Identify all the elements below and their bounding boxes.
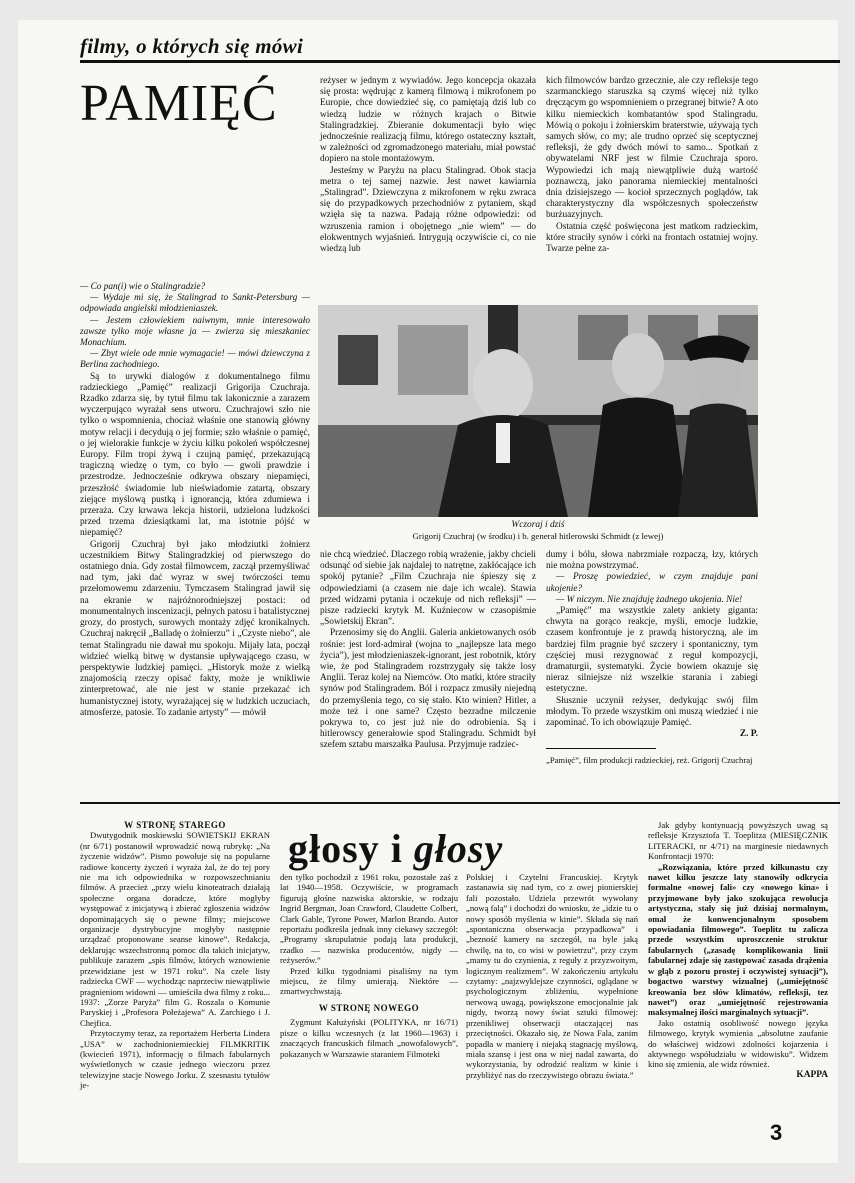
page-number: 3 [770, 1120, 783, 1145]
paragraph: „Rozwiązania, które przed kilkunastu czy nawet kilku jeszcze laty stanowiły odkrycia formalne «nowej fali» czy «nowego kina» i przyjmowane były jako szokująca rewolucja artystyczna, stały się już dzisiaj normalnym, omal że konwencjonalnym sposobem opowiadania filmowego”. Toeplitz tu zalicza przede wszystkim uproszczenie struktur fabularnych („zasadę komplikowania linii fabularnej zdaje się zastępować zasada drążenia w głąb z pozoru prostej i oczywistej sytuacji”), bogactwo warstwy wizualnej („umiejętność kreowania bez słów klimatów, refleksji, tez nawet”) oraz „umiejętność rejestrowania maksymalnej ilości marginalnych sytuacji”. [648, 861, 828, 1018]
paragraph: — Wydaje mi się, że Stalingrad to Sankt-Petersburg — odpowiada angielski młodzieniaszek. [80, 293, 310, 315]
paragraph: „Pamięć” ma wszystkie zalety ankiety giganta: chwyta na gorąco reakcje, myśli, emocje ludzkie, czasem konfrontuje je z prawdą historyczną, ale im bardziej film pragnie być szczery i spontaniczny, tym częściej musi rezygnować z reguł kompozycji, dramaturgii, systematyki. Życie bowiem okazuje się nieraz silniejsze niż wszelkie starania i zabiegi estetyczne. [546, 606, 758, 695]
paragraph: Jak gdyby kontynuacją powyższych uwag są refleksje Krzysztofa T. Toeplitza (MIESIĘCZNIK LITERACKI, nr 4/71) na marginesie niedawnych Konfrontacji 1970: [648, 820, 828, 862]
bottom-left-column [80, 820, 270, 1091]
glosy-i-glosy-logo: głosy i głosy [288, 826, 504, 871]
section-rule [80, 802, 840, 804]
column-signature: KAPPA [796, 1069, 828, 1080]
article-column-2 [320, 76, 536, 255]
caption-title: Wczoraj i dziś [511, 520, 565, 530]
paragraph: Słusznie uczynił reżyser, dedykując swój film młodym. To przede wszystkim oni muszą wiedzieć i nie zapominać. To ich obowiązuje Pamięć. [546, 695, 758, 729]
paragraph: Przenosimy się do Anglii. Galeria ankietowanych osób rośnie: jest lord-admirał (wojna to „najlepsze lata mego życia”), jest młodzieniaszek-ignorant, jest robotnik, który wie, że pod Stalingradem rozstrzygały się także losy Anglii. Teraz kolej na Niemców. Oto matki, które straciły synów pod Stalingradem. Ból i rozpacz zmusiły niejedną do przemyślenia tego, co się stało. Kto winien? Hitler, a może też i one same? Często bezradne milczenie pokrywa to, co jest już nie do odrobienia. Są i hitlerowscy generałowie spod Stalingradu. Schmidt był szefem sztabu marszałka Paulusa. Przyjmuje radziec- [320, 628, 536, 751]
footnote-rule [546, 748, 656, 749]
paragraph: den tylko pochodził z 1961 roku, pozostałe zaś z lat 1940—1958. Oczywiście, w programach figurują głośne nazwiska aktorskie, w rodzaju Ingrid Bergman, Joan Crawford, Claudette Colbert, Clark Gable, Tyrone Power, Marlon Brando. Autor reportażu podkreśla jednak inny ciekawy szczegół: „Programy skrupulatnie podają lata produkcji, rzadko — nazwiska producentów, nigdy — reżyserów.” [280, 872, 458, 966]
article-column-3 [546, 76, 758, 255]
article-column-4 [320, 550, 536, 752]
paragraph: Polskiej i Czytelni Francuskiej. Krytyk zastanawia się nad tym, co z owej pionierskiej fali pozostało. Udziela przewrót wywołany „nową falą” i dochodzi do wniosku, że „idzie tu o nowy sposób myślenia w kinie”. Składa się nań „spontaniczna obserwacja przypadkowa” i „bezność kamery na szczegół, na byle jaką chwilę, na to, co wisi w powietrzu”, przy czym „mamy tu do czynienia, z reguły z przyzwoitym, logicznym realizmem”. W zakończeniu artykułu czytamy: „najzwyklejsze czynności, oglądane w psychologicznym zbliżeniu, wypełnione nerwową uwagą, powiększone emocjonalnie jak nigdy, tworzą nowy świat sztuki filmowej: przenikliwej obserwacji otaczającej nas przeciętności. Okazało się, że Nowa Fala, zanim popadła w manierę i niejaką stagnację myślową, miała szansę i jest ona w niej nadal zawarta, do wykorzystania, by odrodzić realizm w kinie i przybliżyć nas do rzeczywistego obrazu świata.” [466, 872, 638, 1080]
paragraph: — Zbyt wiele ode mnie wymagacie! — mówi dziewczyna z Berlina zachodniego. [80, 349, 310, 371]
paragraph: — W niczym. Nie znajduję żadnego ukojenia. Nie! [556, 594, 743, 605]
paragraph: nie chcą wiedzieć. Dlaczego robią wrażenie, jakby chcieli odsunąć od siebie jak najdalej to natrętne, zakłócające ich spokój pytanie? „Film Czuchraja nie śpieszy się z odpowiedziami (a czasem nie daje ich wcale). Stawia przed widzami pytania i oczekuje od nich refleksji” — pisze radziecki krytyk M. Kuźniecow w czasopiśmie „Sowietskij Ekran”. [320, 550, 536, 628]
film-still-photo [318, 305, 758, 517]
paragraph: — Jestem człowiekiem naiwnym, mnie interesowało zawsze tylko moje własne ja — zwierza się mieszkaniec Monachium. [80, 315, 310, 349]
paragraph: — Proszę powiedzieć, w czym znajduje pani ukojenie? [546, 572, 758, 594]
magazine-page [18, 20, 838, 1163]
paragraph: — Co pan(i) wie o Stalingradzie? [80, 282, 206, 292]
paragraph: dumy i bólu, słowa nabrzmiałe rozpaczą, łzy, których nie można powstrzymać. [546, 550, 758, 572]
paragraph: Ostatnia część poświęcona jest matkom radzieckim, które straciły synów i córki na frontach ostatniej wojny. Twarze pełne za- [546, 221, 758, 255]
bottom-right-column [648, 820, 828, 1080]
author-signature: Z. P. [739, 729, 758, 740]
header-rule [80, 60, 840, 63]
film-footnote: „Pamięć”, film produkcji radzieckiej, reż. Grigorij Czuchraj [546, 755, 753, 766]
article-column-5 [546, 550, 758, 766]
paragraph: Jesteśmy w Paryżu na placu Stalingrad. Obok stacja metra o tej samej nazwie. Jest nawet kawiarnia „Stalingrad”. Dziewczyna z mikrofonem w ręku zwraca się do przypadkowych przechodniów z pytaniem, skąd wzięła się ta nazwa. Padają różne odpowiedzi: od wzruszenia ramion i obojętnego „nie wiem” — do elokwentnych wyjaśnień. Intrygują oczywiście ci, co nie wiedzą lub [320, 165, 536, 255]
paragraph: kich filmowców bardzo grzecznie, ale czy refleksje tego szarmanckiego staruszka są czymś więcej niż tylko dręczącym go wspomnieniem o przegranej bitwie? A oto kilku niemieckich kombatantów spod Stalingradu. Mówią o pokoju i żołnierskim braterstwie, używają tych samych słów, co my; ale trudno oprzeć się sceptycznej refleksji, że gdy dwóch mówi to samo... Spotkań z obywatelami NRF jest w filmie Czuchraja sporo. Wypowiedzi ich mają niewątpliwie dużą wartość poznawczą, jako panorama niemieckiej mentalności dnia dzisiejszego — kocioł sprzecznych poglądów, tak charakterystyczny dla współczesnych społeczeństw burżuazyjnych. [546, 76, 758, 221]
article-column-1 [80, 282, 310, 719]
caption-text: Grigorij Czuchraj (w środku) i b. generał hitlerowski Schmidt (z lewej) [412, 531, 664, 541]
paragraph: Jako ostatnią osobliwość nowego języka filmowego, krytyk wymienia „absolutne zaufanie do właściwej widzowi zdolności kojarzenia i aktywnego współudziału w widowisku”. Widzem kino się zmienia, ale widz również. [648, 1017, 828, 1070]
section-heading-old: W STRONĘ STAREGO [124, 820, 226, 830]
paragraph: Przytoczymy teraz, za reportażem Herberta Lindera „USA” w zachodnioniemieckiej FILMKRITIK (kwiecień 1971), informację o filmach fabularnych wyświetlonych w czasie jednego wieczoru przez telewizyjne stacje Nowego Jorku. Z szesnastu tytułów je- [80, 1028, 270, 1091]
photo-caption [318, 520, 758, 542]
paragraph: Grigorij Czuchraj był jako młodziutki żołnierz uczestnikiem Bitwy Stalingradzkiej od pierwszego do ostatniego dnia. Gdy został filmowcem, zaczął przemyśliwać nad tym, jaki dać wyraz w swej twórczości temu przełomowemu zdarzeniu. Tymczasem Stalingrad jawił się na ekranie w najróżnorodniejszej postaci: od monumentalnych inscenizacji, pełnych patosu i batalistycznej grozy, do prostych, surowych montaży zdjęć kronikalnych. Czuchraj nakręcił „Balladę o żołnierzu” i „Czyste niebo”, ale temat Stalingradu nie dawał mu spokoju. Mijały lata, począł widzieć wielką bitwę w dystansie upływającego czasu, w perspektywie ludzkiej pamięci. „Historyk może z wielką znajomością rzeczy opisać fakty, może je wnikliwie zinterpretować, ale nie jest w stanie przekazać ich humanistycznej istoty, wyrażającej się w ludzkich uczuciach, atmosferze, patosie. To zadanie artysty” — mówił [80, 539, 310, 718]
bottom-mid2-column [466, 872, 638, 1080]
paragraph: Są to urywki dialogów z dokumentalnego filmu radzieckiego „Pamięć” realizacji Grigorija Czuchraja. Rzadko zdarza się, by tytuł filmu tak lakonicznie a zarazem wyczerpująco wyrażał sens utworu. Czuchrajowi szło nie tylko o wspomnienia, chociaż właśnie one stanowią główny motyw relacji i decydują o jej formie; szło właśnie o pamięć, o jej wielorakie funkcje w życiu kilku pokoleń współczesnej Europy. Film tropi żywą i czujną pamięć, przekazującą tragiczną wiedzę o tym, co było — gwoli prawdzie i przestrodze. Jednocześnie odkrywa obszary niepamięci, przeszłość świadomie lub nieświadomie zatartą, obszary ziejące myślową pustką i ignorancją, która zdumiewa i przeraża. Czy krwawa lekcja historii, udzielona ludzkości przed trzema dziesiątkami lat, ma istotnie pójść w niepamięć? [80, 371, 310, 539]
paragraph: Przed kilku tygodniami pisaliśmy na tym miejscu, że filmy umierają. Niektóre — zmartwychwstają. [280, 965, 458, 997]
series-header: filmy, o których się mówi [80, 34, 304, 58]
bottom-mid1-column [280, 872, 458, 1059]
article-title: PAMIĘĆ [80, 75, 278, 132]
paragraph: Zygmunt Kałużyński (POLITYKA, nr 16/71) pisze o kilku wczesnych (z lat 1960—1963) i znaczących francuskich filmach „nowofalowych”, pokazanych w Warszawie staraniem Filmoteki [280, 1017, 458, 1059]
paragraph: reżyser w jednym z wywiadów. Jego koncepcja okazała się prosta: wędrując z kamerą filmową i mikrofonem po Europie, chce dowiedzieć się, co pamiętają dziś lub co wiedzą ludzie w różnych krajach o Bitwie Stalingradzkiej. Zbieranie dokumentacji było więc jednocześnie realizacją filmu, którego ostateczny kształt, w zależności od zgromadzonego materiału, miał powstać dopiero na stole montażowym. [320, 76, 536, 165]
section-heading-new: W STRONĘ NOWEGO [318, 1002, 420, 1013]
paragraph: Dwutygodnik moskiewski SOWIETSKIJ EKRAN (nr 6/71) postanowił wprowadzić nową rubrykę: „Na życzenie widzów”. Pismo powołuje się na popularne radiowe koncerty życzeń i wyraża żal, że do tej pory nie ma ich odpowiednika w rozpowszechnianiu filmów. A przecież „przy wielu kinoteatrach działają społeczne organa doradcze, które mogłyby występować z inicjatywą i zbierać zgłoszenia widzów dopominających się o pewne filmy; miejscowe organizacje dystrybucyjne mogłyby następnie urządzać proponowane seanse kinowe”. Redakcja, deklarując wszechstronną pomoc dla takich inicjatyw, publikuje zarazem „spis filmów, których wznowienie przewidziane jest w 1971 roku”. Na czele listy radziecka CWF — wychodząc naprzeciw niewątpliwie pragnieniom widowni — umieściła dwa filmy z roku... 1937: „Zorze Paryża” film G. Roszala o Komunie Paryskiej i „Profesora Połeżajewa” A. Zarchiego i J. Chejfica. [80, 830, 270, 1028]
